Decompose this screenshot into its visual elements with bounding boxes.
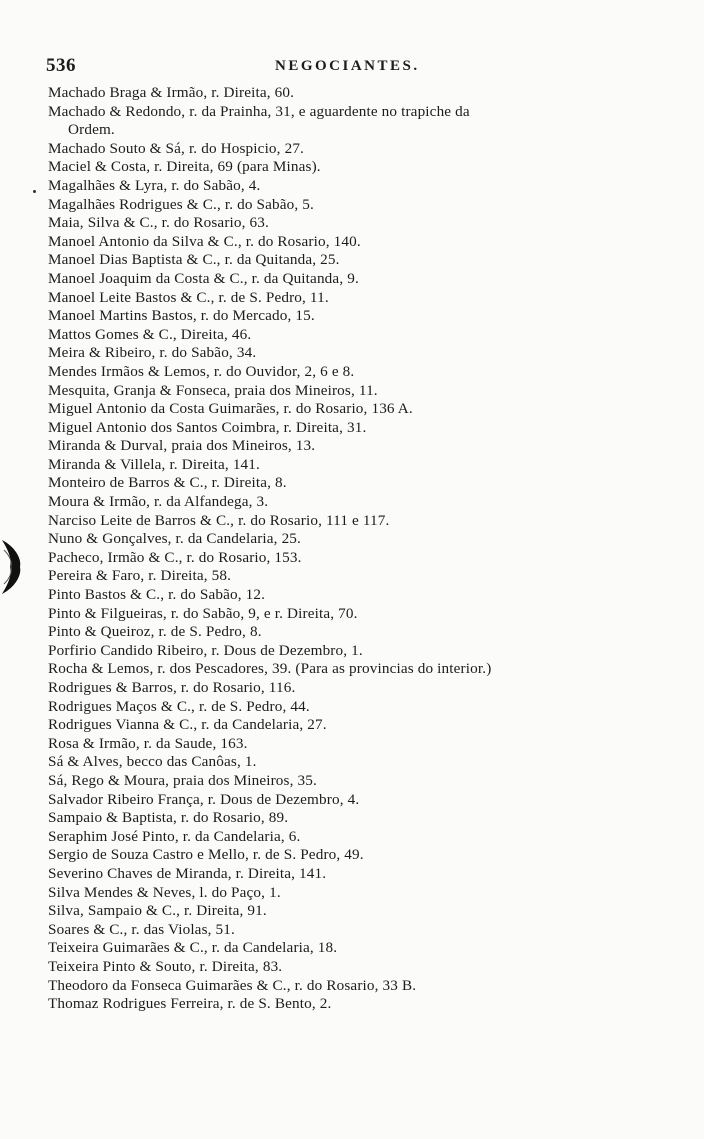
- list-item: Machado Braga & Irmão, r. Direita, 60.: [48, 84, 295, 101]
- list-item: Severino Chaves de Miranda, r. Direita, 141.: [48, 864, 327, 882]
- list-item: Manoel Antonio da Silva & C., r. do Rosario, 140.: [48, 232, 361, 250]
- list-item: Rodrigues Maços & C., r. de S. Pedro, 44.: [48, 697, 310, 715]
- list-item: Manoel Martins Bastos, r. do Mercado, 15.: [48, 307, 315, 325]
- list-item: Sergio de Souza Castro e Mello, r. de S. Pedro, 49.: [48, 846, 364, 864]
- list-item: Mendes Irmãos & Lemos, r. do Ouvidor, 2, 6 e 8.: [48, 362, 355, 380]
- running-head: NEGOCIANTES.: [275, 58, 420, 74]
- list-item: Manoel Joaquim da Costa & C., r. da Quitanda, 9.: [48, 269, 359, 287]
- page-number: 536: [46, 55, 76, 76]
- list-item: Monteiro de Barros & C., r. Direita, 8.: [48, 474, 287, 492]
- list-item: Rodrigues & Barros, r. do Rosario, 116.: [48, 679, 296, 696]
- margin-mark: [33, 190, 36, 193]
- list-item-continuation: Ordem.: [68, 121, 115, 139]
- list-item: Magalhães Rodrigues & C., r. do Sabão, 5.: [48, 195, 314, 213]
- list-item: Pinto & Filgueiras, r. do Sabão, 9, e r. Direita, 70.: [48, 604, 358, 622]
- list-item: Magalhães & Lyra, r. do Sabão, 4.: [48, 176, 261, 194]
- list-item: Rocha & Lemos, r. dos Pescadores, 39. (Para as provincias do interior.): [48, 660, 492, 678]
- list-item: Meira & Ribeiro, r. do Sabão, 34.: [48, 344, 257, 362]
- list-item: Moura & Irmão, r. da Alfandega, 3.: [48, 493, 269, 511]
- list-item: Thomaz Rodrigues Ferreira, r. de S. Bento, 2.: [48, 995, 332, 1013]
- list-item: Narciso Leite de Barros & C., r. do Rosario, 111 e 117.: [48, 511, 390, 529]
- list-item: Miranda & Villela, r. Direita, 141.: [48, 455, 260, 473]
- list-item: Teixeira Guimarães & C., r. da Candelaria, 18.: [48, 939, 338, 957]
- list-item: Machado & Redondo, r. da Prainha, 31, e aguardente no trapiche da: [48, 102, 470, 120]
- list-item: Miguel Antonio dos Santos Coimbra, r. Direita, 31.: [48, 418, 367, 436]
- list-item: Pinto Bastos & C., r. do Sabão, 12.: [48, 586, 266, 604]
- list-item: Soares & C., r. das Violas, 51.: [48, 920, 235, 938]
- list-item: Sampaio & Baptista, r. do Rosario, 89.: [48, 809, 289, 827]
- list-item: Manoel Leite Bastos & C., r. de S. Pedro, 11.: [48, 288, 329, 306]
- list-item: Mesquita, Granja & Fonseca, praia dos Mineiros, 11.: [48, 381, 378, 399]
- list-item: Teixeira Pinto & Souto, r. Direita, 83.: [48, 957, 283, 975]
- list-item: Rosa & Irmão, r. da Saude, 163.: [48, 734, 248, 752]
- list-item: Miranda & Durval, praia dos Mineiros, 13.: [48, 437, 316, 455]
- list-item: Miguel Antonio da Costa Guimarães, r. do Rosario, 136 A.: [48, 400, 413, 418]
- list-item: Maia, Silva & C., r. do Rosario, 63.: [48, 214, 269, 232]
- list-item: Seraphim José Pinto, r. da Candelaria, 6.: [48, 827, 301, 845]
- list-item: Salvador Ribeiro França, r. Dous de Dezembro, 4.: [48, 790, 360, 808]
- list-item: Pacheco, Irmão & C., r. do Rosario, 153.: [48, 548, 302, 566]
- list-item: Sá, Rego & Moura, praia dos Mineiros, 35.: [48, 771, 317, 789]
- list-item: Silva Mendes & Neves, l. do Paço, 1.: [48, 883, 281, 901]
- list-item: Theodoro da Fonseca Guimarães & C., r. do Rosario, 33 B.: [48, 976, 417, 994]
- list-item: Nuno & Gonçalves, r. da Candelaria, 25.: [48, 530, 302, 548]
- list-item: Silva, Sampaio & C., r. Direita, 91.: [48, 902, 267, 920]
- list-item: Pinto & Queiroz, r. de S. Pedro, 8.: [48, 623, 262, 641]
- list-item: Maciel & Costa, r. Direita, 69 (para Minas).: [48, 158, 321, 176]
- list-item: Porfirio Candido Ribeiro, r. Dous de Dezembro, 1.: [48, 641, 363, 659]
- list-item: Sá & Alves, becco das Canôas, 1.: [48, 753, 257, 771]
- merchant-list: [48, 84, 678, 1014]
- list-item: Mattos Gomes & C., Direita, 46.: [48, 325, 252, 343]
- list-item: Rodrigues Vianna & C., r. da Candelaria, 27.: [48, 716, 327, 734]
- list-item: Pereira & Faro, r. Direita, 58.: [48, 567, 232, 585]
- list-item: Manoel Dias Baptista & C., r. da Quitanda, 25.: [48, 251, 340, 269]
- margin-ornament-icon: [0, 536, 24, 598]
- list-item: Machado Souto & Sá, r. do Hospicio, 27.: [48, 139, 305, 157]
